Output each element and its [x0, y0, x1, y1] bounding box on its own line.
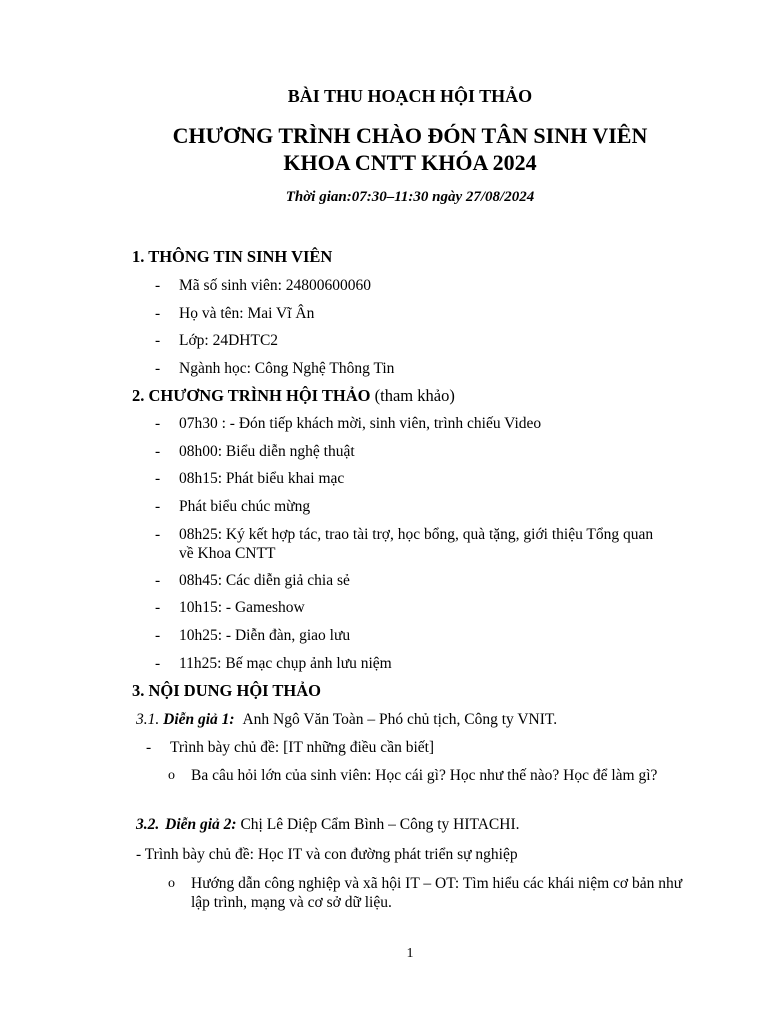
program-title-line2: KHOA CNTT KHÓA 2024	[283, 150, 537, 175]
program-title-line1: CHƯƠNG TRÌNH CHÀO ĐÓN TÂN SINH VIÊN	[172, 123, 648, 148]
dash-bullet: -	[155, 572, 161, 589]
speaker1-label: Diễn giả 1:	[163, 711, 235, 728]
dash-bullet: -	[146, 739, 152, 756]
speaker2-topic: - Trình bày chủ đề: Học IT và con đường phát triển sự nghiệp	[136, 846, 518, 863]
student-major: Ngành học: Công Nghệ Thông Tin	[179, 360, 395, 377]
section2-heading-note: (tham khảo)	[374, 386, 455, 405]
dash-bullet: -	[155, 627, 161, 644]
circle-bullet-icon: o	[168, 768, 175, 783]
agenda-item: 08h45: Các diễn giả chia sẻ	[179, 572, 350, 589]
agenda-item: 11h25: Bế mạc chụp ảnh lưu niệm	[179, 655, 392, 672]
agenda-item: 10h15: - Gameshow	[179, 599, 305, 616]
dash-bullet: -	[155, 498, 161, 515]
agenda-item: 07h30 : - Đón tiếp khách mời, sinh viên, trình chiếu Video	[179, 415, 542, 432]
speaker1-line	[136, 710, 557, 729]
section3-heading: 3. NỘI DUNG HỘI THẢO	[132, 681, 322, 700]
student-name: Họ và tên: Mai Vĩ Ân	[179, 305, 315, 322]
speaker1-topic: Trình bày chủ đề: [IT những điều cần biết]	[170, 739, 435, 756]
dash-bullet: -	[155, 443, 161, 460]
event-time: Thời gian:07:30–11:30 ngày 27/08/2024	[285, 189, 535, 205]
speaker2-number: 3.2.	[136, 816, 160, 833]
dash-bullet: -	[155, 305, 161, 322]
speaker1-bullet: Ba câu hỏi lớn của sinh viên: Học cái gì? Học như thế nào? Học để làm gì?	[191, 767, 658, 784]
agenda-item: 10h25: - Diễn đàn, giao lưu	[179, 627, 351, 644]
speaker2-label: Diễn giả 2:	[165, 816, 237, 833]
speaker2-line	[136, 815, 520, 834]
section2-heading	[132, 386, 455, 406]
dash-bullet: -	[155, 526, 161, 543]
section1-heading: 1. THÔNG TIN SINH VIÊN	[132, 247, 333, 266]
student-id: Mã số sinh viên: 24800600060	[179, 277, 372, 294]
dash-bullet: -	[155, 277, 161, 294]
dash-bullet: -	[155, 470, 161, 487]
dash-bullet: -	[155, 655, 161, 672]
speaker1-name: Anh Ngô Văn Toàn – Phó chủ tịch, Công ty VNIT.	[242, 711, 558, 728]
speaker1-number: 3.1.	[136, 711, 160, 728]
dash-bullet: -	[155, 360, 161, 377]
circle-bullet-icon: o	[168, 876, 175, 891]
report-title: BÀI THU HOẠCH HỘI THẢO	[287, 86, 533, 106]
speaker2-name: Chị Lê Diệp Cẩm Bình – Công ty HITACHI.	[240, 816, 520, 833]
agenda-item: 08h00: Biểu diễn nghệ thuật	[179, 443, 355, 460]
dash-bullet: -	[155, 332, 161, 349]
agenda-item: 08h15: Phát biểu khai mạc	[179, 470, 345, 487]
dash-bullet: -	[155, 599, 161, 616]
section2-heading-text: 2. CHƯƠNG TRÌNH HỘI THẢO	[132, 386, 371, 405]
dash-bullet: -	[155, 415, 161, 432]
speaker2-bullet: Hướng dẫn công nghiệp và xã hội IT – OT: Tìm hiểu các khái niệm cơ bản như lập trình, mạng và cơ sở dữ liệu.	[191, 875, 683, 911]
page-number: 1	[406, 946, 414, 961]
student-class: Lớp: 24DHTC2	[179, 332, 279, 349]
agenda-item: 08h25: Ký kết hợp tác, trao tài trợ, học bổng, quà tặng, giới thiệu Tổng quan về Khoa CNTT	[179, 526, 654, 562]
agenda-item: Phát biểu chúc mừng	[179, 498, 311, 515]
